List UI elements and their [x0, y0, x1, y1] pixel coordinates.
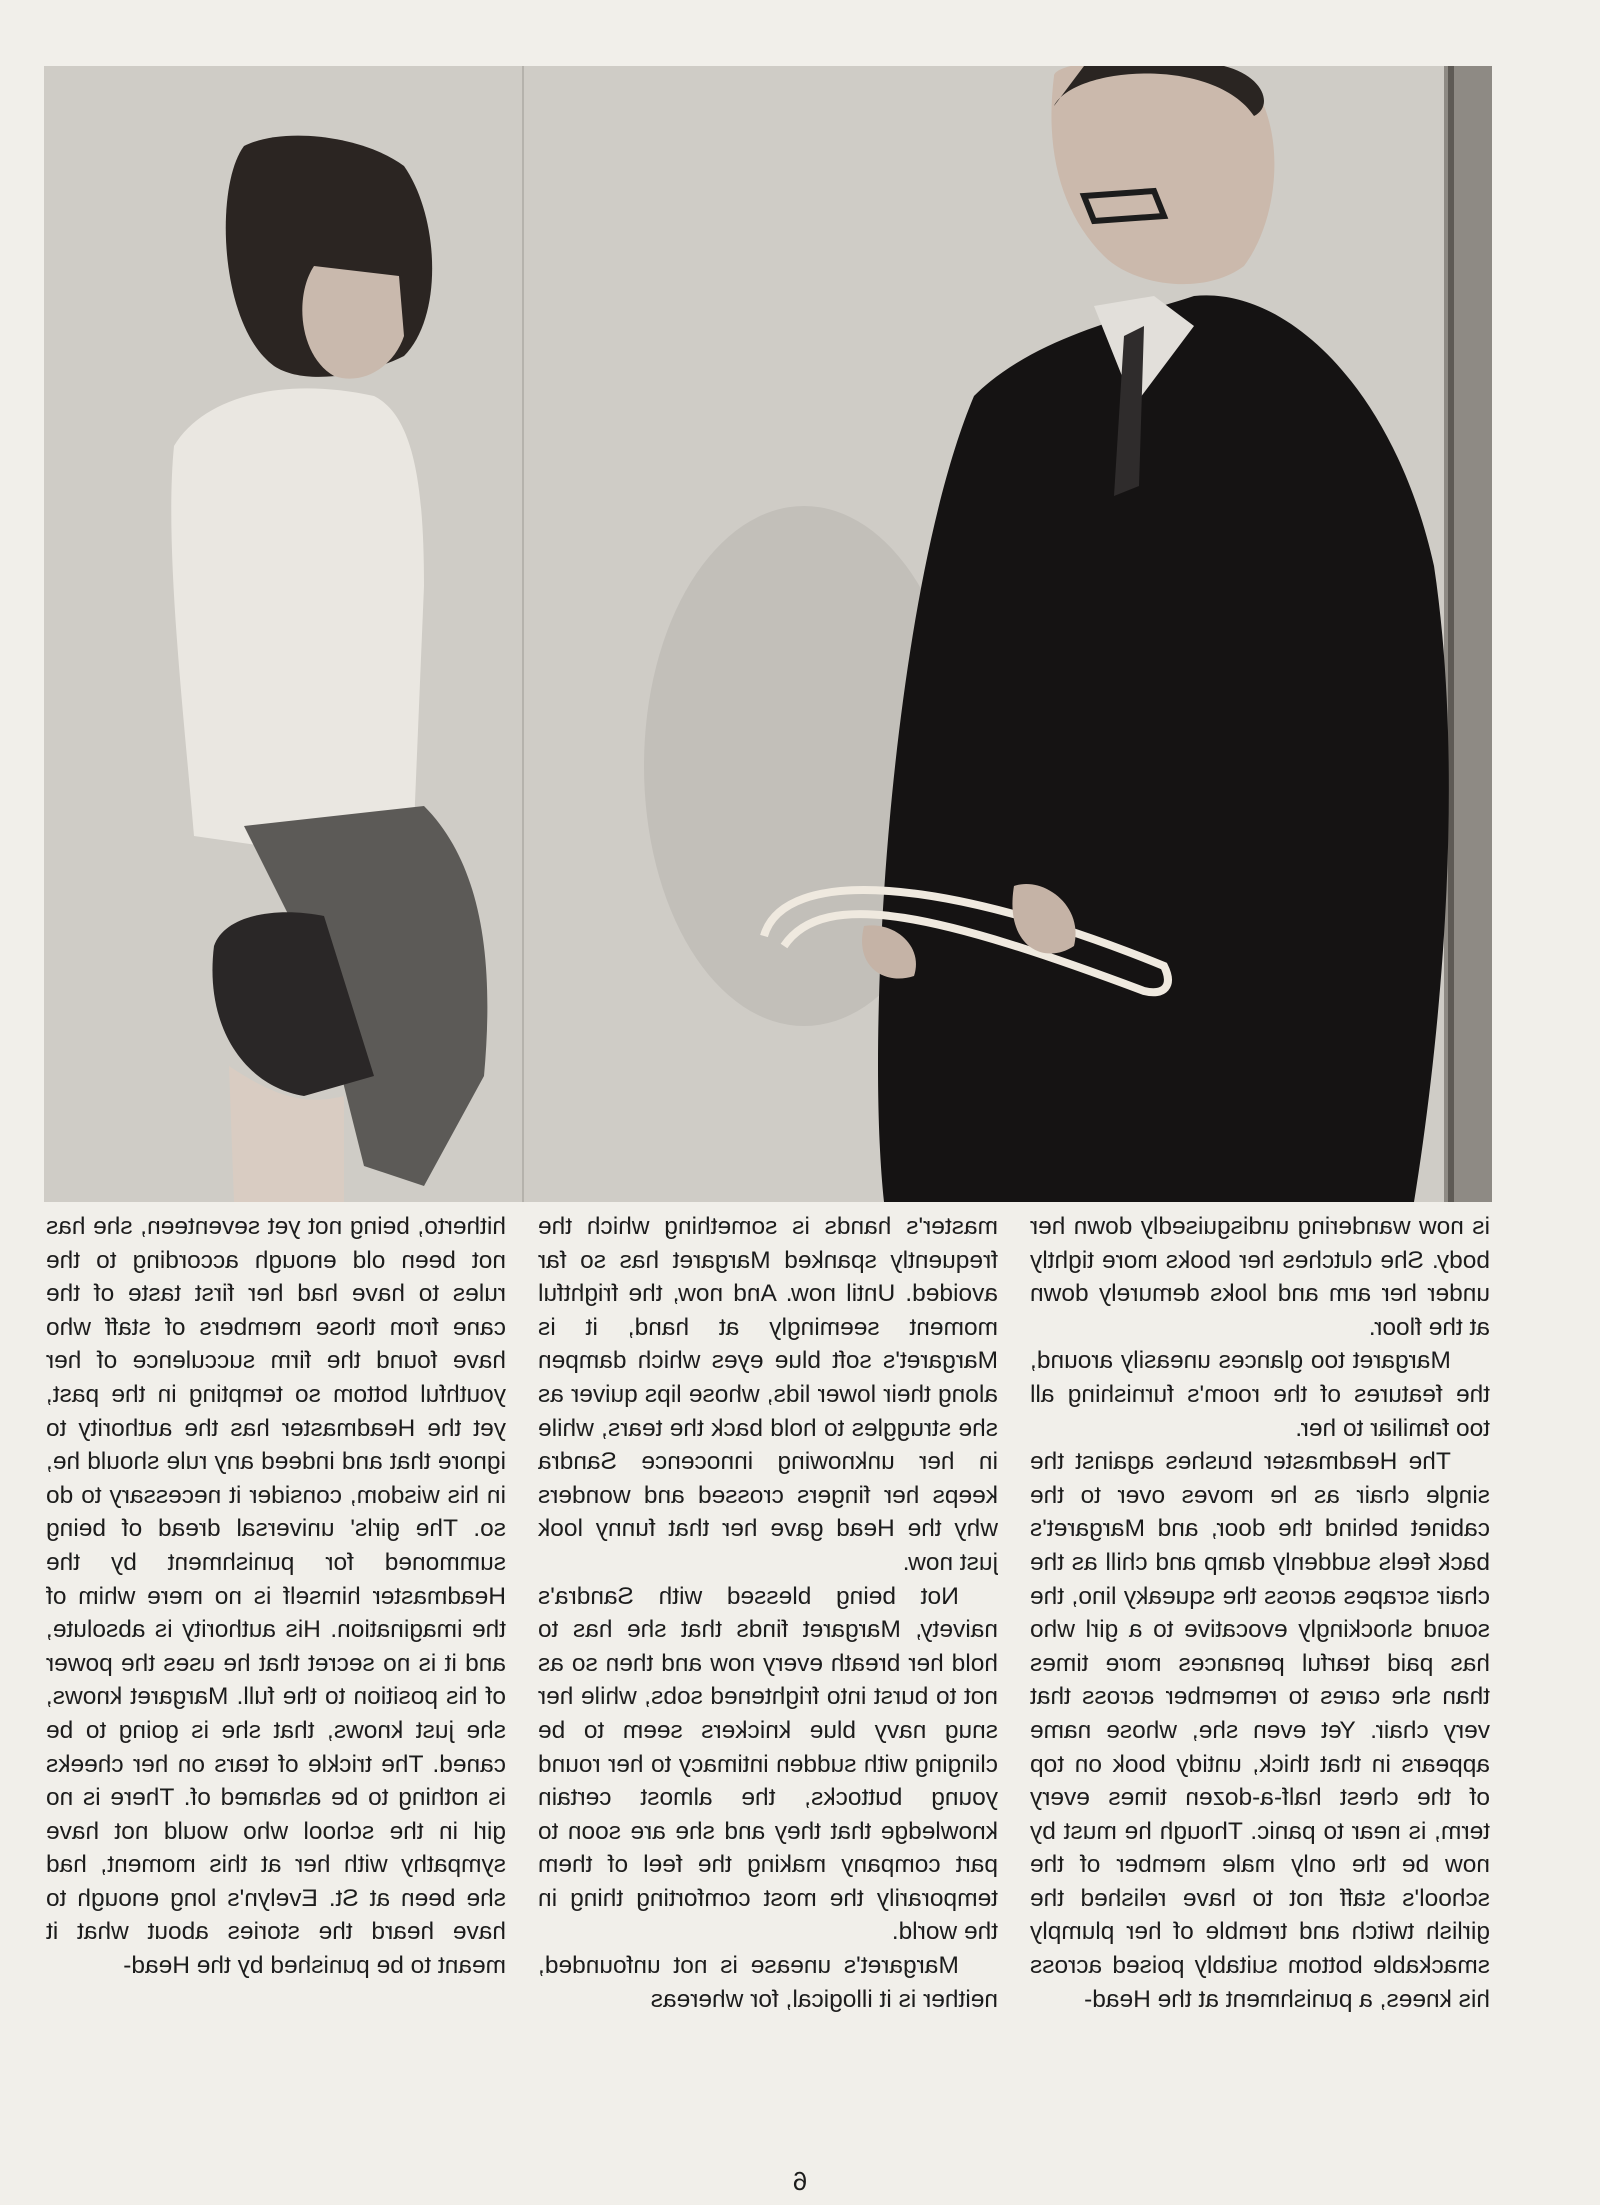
photo-illustration: [44, 66, 1492, 1202]
text-column-3: [46, 1210, 506, 2055]
page-number: 6: [792, 2166, 808, 2196]
paragraph: Margaret too glances uneasily around, the features of the room's furnishing all too familiar to her.: [1030, 1347, 1490, 1442]
text-column-2: [538, 1210, 998, 2055]
text-column-1: [1030, 1210, 1490, 2055]
photograph: [44, 66, 1492, 1202]
paragraph: master's hands is something which the frequently spanked Margaret has so far avoided. Until now. And now, the frightful moment seemingly at hand, it is Margaret's soft blue eyes which dampen along their lower lids, whose lips quiver as she struggles to hold back the tears, while in her unknowing innocence Sandra keeps her fingers crossed and wonders why the Head gave her that funny look just now.: [538, 1213, 998, 1576]
paragraph: Margaret's unease is not unfounded, neither is it illogical, for whereas: [538, 1952, 998, 2013]
paragraph: hitherto, being not yet seventeen, she has not been old enough according to the rules to have had her first taste of the cane from those members of staff who have found the firm succulence of her youthful bottom so tempting in the past, yet the Headmaster has the authority to ignore that and indeed any rule should he, in his wisdom, consider it necessary to do so. The girls' universal dread of being summoned for punishment by the Headmaster himself is no mere whim of the imagination. His authority is absolute, and it is no secret that he uses the power of his position to the full. Margaret knows, she just knows, that she is going to be caned. The trickle of tears on her cheeks is nothing to be ashamed of. There is no girl in the school who would not have sympathy with her at this moment, had she been at St. Evelyn's long enough to have heard the stories about what it meant to be punished by the Head-: [46, 1213, 506, 1980]
paragraph: The Headmaster brushes against the single chair as he moves over to the cabinet behind the door, and Margaret's back feels suddenly damp and chill as the chair scrapes across the squeaky lino, the sound shockingly evocative to a girl who has paid tearful penances more times than she cares to remember across that very chair. Yet even she, whose name appears in that thick, untidy book on top of the chest half-a-dozen times every term, is near to panic. Though he must by now be the only male member of the school's staff not to have relished the girlish twitch and tremble of her plumply smackable bottom suitably poised across his knees, a punishment at the Head-: [1030, 1448, 1490, 2013]
paragraph: Not being blessed with Sandra's naivety, Margaret finds that she has to hold her breath every now and then so as not to burst into frightened sobs, while her snug navy blue knickers seem to be clinging with sudden intimacy to her round young buttocks, the almost certain knowledge that they and she are soon to part company making the feel of them temporarily the most comforting thing in the world.: [538, 1582, 998, 1946]
paragraph: is now wandering undisguisedly down her body. She clutches her books more tightly under her arm and looks demurely down at the floor.: [1030, 1213, 1490, 1341]
